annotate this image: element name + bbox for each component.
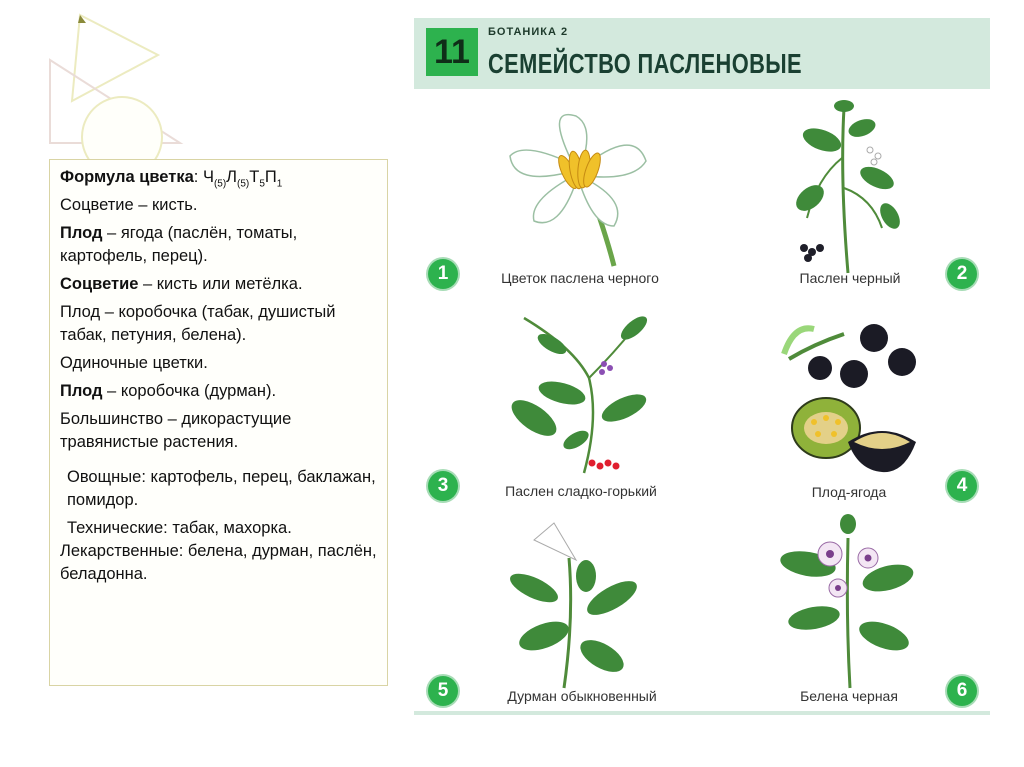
bittersweet-nightshade-illustration xyxy=(504,308,654,478)
flower-formula: Формула цветка: $Ч_{(5)}Л_{(5)}Т_5П_1$ xyxy=(60,168,283,190)
decorative-shapes xyxy=(40,5,200,175)
formula-pistil-count: 1 xyxy=(276,178,283,190)
majority-line: Большинство – дикорастущие травянистые растения. xyxy=(60,410,292,451)
fruit-line-2: Плод – коробочка (табак, душистый табак, петуния, белена). xyxy=(60,303,336,344)
black-henbane-illustration xyxy=(778,518,918,688)
formula-stamens: Т xyxy=(249,168,260,186)
fruit-text-1: – ягода (паслён, томаты, картофель, перец). xyxy=(60,224,298,265)
vegetables-line: Овощные: картофель, перец, баклажан, помидор. xyxy=(67,468,376,509)
badge-6: 6 xyxy=(947,676,977,706)
formula-corolla-count: (5) xyxy=(237,178,250,190)
botany-plate xyxy=(414,18,990,715)
formula-label: Формула цветка xyxy=(60,168,194,186)
family-description-box xyxy=(49,159,388,686)
caption-2: Паслен черный xyxy=(799,270,901,286)
badge-3: 3 xyxy=(428,471,458,501)
plate-bottom-bar xyxy=(414,711,990,715)
fruit-line-3 xyxy=(60,380,377,403)
inflorescence-label: Соцветие xyxy=(60,275,139,293)
caption-5: Дурман обыкновенный xyxy=(507,688,657,704)
formula-stamens-count: 5 xyxy=(259,178,265,190)
formula-calyx-count: (5) xyxy=(213,178,227,190)
jimsonweed-illustration xyxy=(504,518,654,688)
caption-6: Белена черная xyxy=(800,688,898,704)
inflorescence-line-1: Соцветие – кисть. xyxy=(60,196,198,214)
fruit-text-3: – коробочка (дурман). xyxy=(102,382,277,400)
technical-line: Технические: табак, махорка. xyxy=(67,519,292,537)
badge-2: 2 xyxy=(947,259,977,289)
badge-5: 5 xyxy=(428,676,458,706)
inflorescence-line-2 xyxy=(60,273,377,296)
single-flowers-line: Одиночные цветки. xyxy=(60,354,208,372)
badge-4: 4 xyxy=(947,471,977,501)
plate-title: СЕМЕЙСТВО ПАСЛЕНОВЫЕ xyxy=(488,48,802,79)
caption-3: Паслен сладко-горький xyxy=(505,483,657,499)
plate-subject: БОТАНИКА 2 xyxy=(488,26,569,38)
badge-1: 1 xyxy=(428,259,458,289)
caption-4: Плод-ягода xyxy=(811,484,887,500)
berry-fruit-illustration xyxy=(784,324,924,474)
fruit-line-1 xyxy=(60,222,377,268)
inflorescence-text-2: – кисть или метёлка. xyxy=(138,275,303,293)
formula-corolla: Л xyxy=(226,168,237,186)
formula-calyx: Ч xyxy=(202,168,214,186)
nightshade-flower-illustration xyxy=(504,106,654,266)
fruit-label-1: Плод xyxy=(60,224,103,242)
fruit-label-3: Плод xyxy=(60,382,103,400)
plate-number: 11 xyxy=(426,28,478,76)
medicinal-line: Лекарственные: белена, дурман, паслён, беладонна. xyxy=(60,542,377,583)
caption-1: Цветок паслена черного xyxy=(501,270,659,286)
formula-pistil: П xyxy=(264,168,277,186)
plate-header xyxy=(414,18,990,89)
black-nightshade-illustration xyxy=(782,98,912,278)
